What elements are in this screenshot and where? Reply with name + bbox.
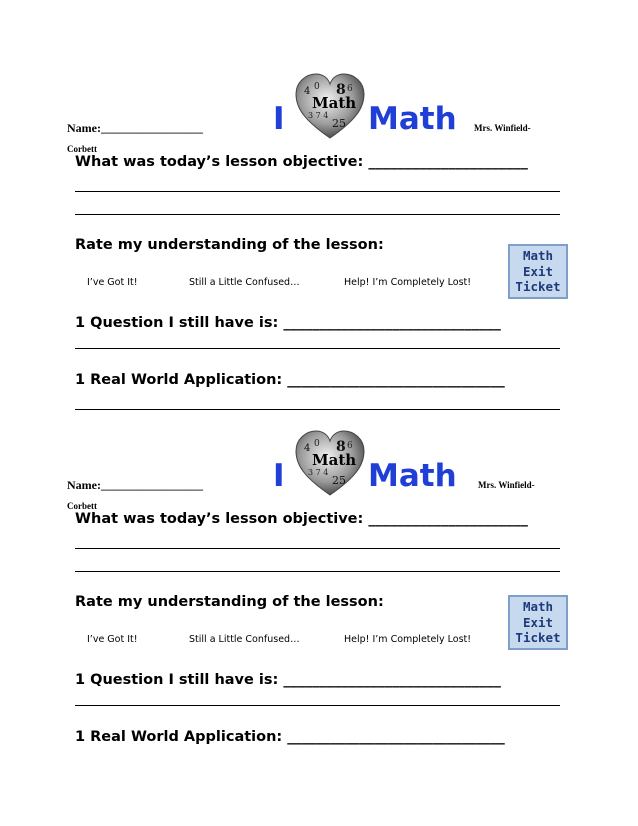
math-heart-icon: [294, 429, 366, 497]
exit-ticket-stamp: [508, 244, 568, 299]
answer-line[interactable]: [75, 409, 560, 410]
question-prompt[interactable]: 1 Question I still have is: ______________________________: [75, 672, 501, 688]
rate-option-got-it[interactable]: I’ve Got It!: [87, 277, 138, 288]
brand-math-text: Math: [368, 101, 457, 137]
rate-option-lost[interactable]: Help! I’m Completely Lost!: [344, 277, 472, 288]
svg-text:4: 4: [304, 86, 311, 97]
answer-line[interactable]: [75, 191, 560, 192]
answer-line[interactable]: [75, 571, 560, 572]
exit-ticket-2: [0, 427, 638, 787]
rate-prompt: Rate my understanding of the lesson:: [75, 237, 384, 253]
stamp-line: Math: [522, 599, 554, 615]
stamp-line: Ticket: [515, 279, 561, 295]
teacher-name-cont: Corbett: [67, 501, 97, 511]
svg-text:25: 25: [332, 117, 346, 130]
stamp-line: Exit: [522, 614, 554, 630]
svg-text:0: 0: [314, 439, 320, 449]
stamp-line: Exit: [522, 263, 554, 279]
rate-option-lost[interactable]: Help! I’m Completely Lost!: [344, 634, 472, 645]
svg-text:25: 25: [332, 474, 346, 487]
svg-text:Math: Math: [312, 94, 357, 112]
teacher-name-cont: Corbett: [67, 144, 97, 154]
svg-text:8: 8: [336, 439, 346, 455]
stamp-line: Ticket: [515, 630, 561, 646]
rate-option-got-it[interactable]: I’ve Got It!: [87, 634, 138, 645]
application-prompt[interactable]: 1 Real World Application: ______________________________: [75, 372, 505, 388]
teacher-name: Mrs. Winfield-: [478, 480, 535, 490]
svg-text:8: 8: [336, 82, 346, 98]
question-prompt[interactable]: 1 Question I still have is: ______________________________: [75, 315, 501, 331]
objective-prompt[interactable]: What was today’s lesson objective: ______________________: [75, 154, 528, 170]
rate-option-confused[interactable]: Still a Little Confused…: [189, 634, 300, 645]
answer-line[interactable]: [75, 348, 560, 349]
teacher-name: Mrs. Winfield-: [474, 123, 531, 133]
answer-line[interactable]: [75, 214, 560, 215]
answer-line[interactable]: [75, 548, 560, 549]
brand-i-text: I: [273, 101, 285, 137]
objective-prompt[interactable]: What was today’s lesson objective: ______________________: [75, 511, 528, 527]
svg-text:6: 6: [347, 84, 353, 94]
math-heart-icon: [294, 72, 366, 140]
answer-line[interactable]: [75, 705, 560, 706]
exit-ticket-1: [0, 70, 638, 430]
brand-math-text: Math: [368, 458, 457, 494]
svg-text:3 7 4: 3 7 4: [308, 111, 329, 120]
name-field[interactable]: Name:_________________: [67, 478, 203, 492]
application-prompt[interactable]: 1 Real World Application: ______________________________: [75, 729, 505, 745]
svg-text:6: 6: [347, 441, 353, 451]
rate-option-confused[interactable]: Still a Little Confused…: [189, 277, 300, 288]
svg-text:4: 4: [304, 443, 311, 454]
exit-ticket-stamp: [508, 595, 568, 650]
stamp-line: Math: [522, 248, 554, 264]
brand-i-text: I: [273, 458, 285, 494]
svg-text:Math: Math: [312, 451, 357, 469]
svg-text:3 7 4: 3 7 4: [308, 468, 329, 477]
svg-text:0: 0: [314, 82, 320, 92]
rate-prompt: Rate my understanding of the lesson:: [75, 594, 384, 610]
name-field[interactable]: Name:_________________: [67, 121, 203, 135]
